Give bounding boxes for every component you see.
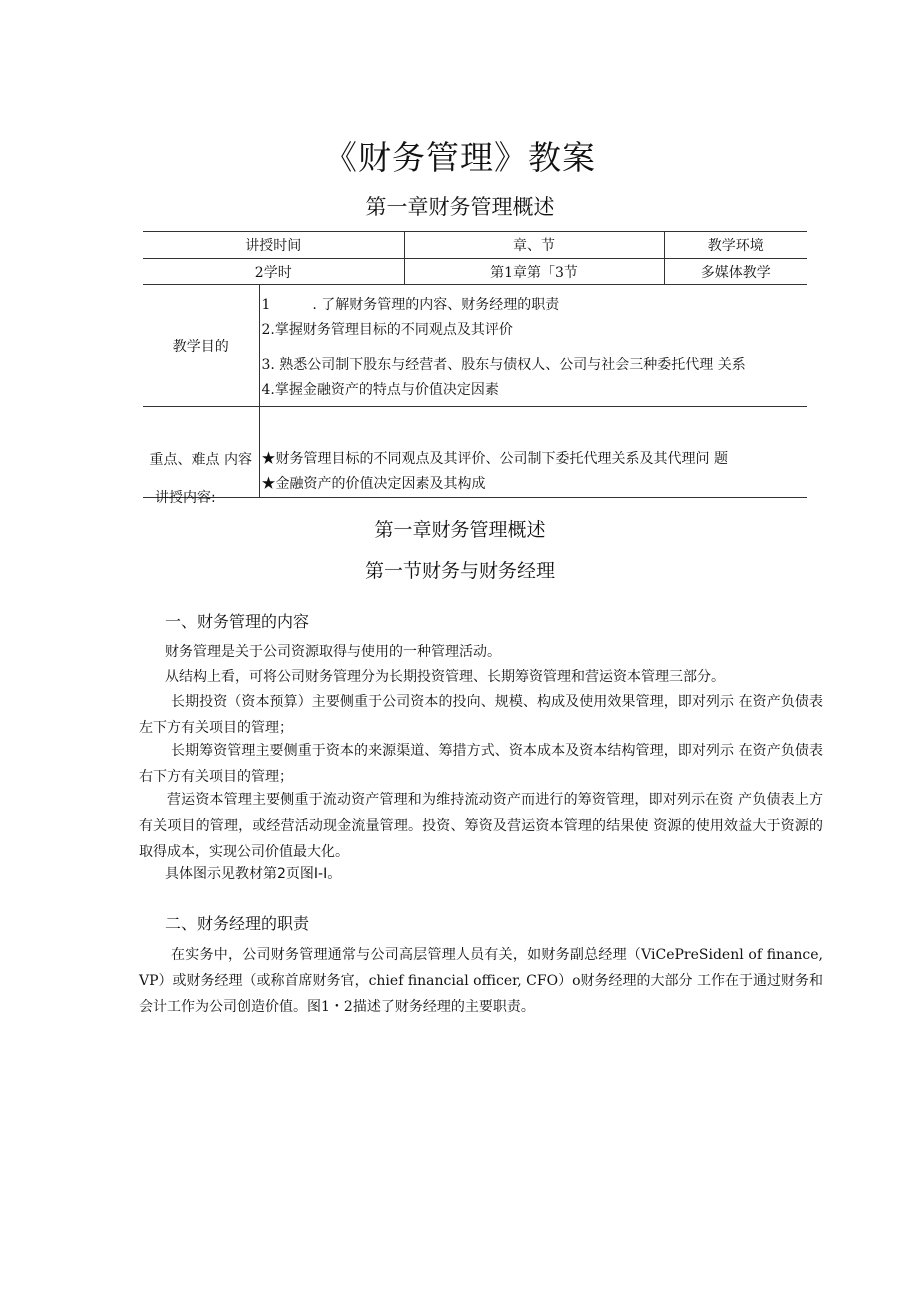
- paragraph: 财务管理是关于公司资源取得与使用的一种管理活动。: [165, 644, 501, 660]
- header-chapter-section: 章、节: [404, 232, 664, 259]
- value-lecture-time: 2学时: [143, 259, 404, 285]
- table-header-row: [143, 232, 807, 259]
- document-title: 《财务管理》教案: [324, 138, 596, 177]
- value-teaching-env: 多媒体教学: [664, 259, 807, 285]
- section-heading: 第一节财务与财务经理: [364, 560, 555, 582]
- part-heading: 一、财务管理的内容: [165, 612, 310, 631]
- objective-item: 4.掌握金融资产的特点与价值决定因素: [261, 382, 499, 398]
- paragraph: 营运资本管理主要侧重于流动资产管理和为维持流动资产而进行的筹资管理，即对列示在资 产负债表上方有关项目的管理，或经营活动现金流量管理。投资、筹资及营运资本管理的结果使 资源的使用效益大于资源的取得成本，实现公司价值最大化。: [139, 792, 823, 860]
- body-chapter-heading: 第一章财务管理概述: [374, 519, 546, 541]
- table-value-row: [143, 259, 807, 285]
- course-info-table: [143, 231, 807, 498]
- paragraph: 长期投资（资本预算）主要侧重于公司资本的投向、规模、构成及使用效果管理，即对列示 在资产负债表左下方有关项目的管理；: [139, 694, 823, 736]
- header-teaching-env: 教学环境: [664, 232, 807, 259]
- objectives-row: [143, 285, 807, 407]
- objective-item: 3. 熟悉公司制下股东与经营者、股东与债权人、公司与社会三种委托代理 关系: [261, 357, 746, 373]
- key-point-item: ★财务管理目标的不同观点及其评价、公司制下委托代理关系及其代理问 题: [261, 451, 728, 467]
- paragraph: 在实务中，公司财务管理通常与公司高层管理人员有关，如财务副总经理（ViCePreSidenl of finance, VP）或财务经理（或称首席财务官，chief financial officer, CFO）o财务经理的大部分 工作在于通过财务和会计工作为公司创造价值。图1・2描述了财务经理的主要职责。: [139, 947, 823, 1015]
- header-lecture-time: 讲授时间: [143, 232, 404, 259]
- key-point-item: ★金融资产的价值决定因素及其构成: [261, 476, 486, 492]
- key-points-row: [143, 407, 807, 498]
- objective-item: 1 . 了解财务管理的内容、财务经理的职责: [261, 297, 560, 313]
- lecture-content-label: 讲授内容:: [155, 490, 216, 506]
- objective-item: 2.掌握财务管理目标的不同观点及其评价: [261, 322, 513, 338]
- part-heading: 二、财务经理的职责: [165, 914, 310, 933]
- value-chapter-section: 第1章第「3节: [404, 259, 664, 285]
- paragraph: 从结构上看，可将公司财务管理分为长期投资管理、长期筹资管理和营运资本管理三部分。: [165, 669, 725, 685]
- key-points-label: 重点、难点 内容: [143, 407, 259, 498]
- chapter-title: 第一章财务管理概述: [365, 195, 555, 219]
- paragraph: 长期筹资管理主要侧重于资本的来源渠道、筹措方式、资本成本及资本结构管理，即对列示 在资产负债表右下方有关项目的管理；: [139, 743, 823, 785]
- key-points-content: [259, 407, 807, 498]
- objectives-content: [259, 285, 807, 407]
- figure-reference: 具体图示见教材第2页图I-I。: [165, 866, 342, 882]
- objectives-label: 教学目的: [143, 285, 259, 407]
